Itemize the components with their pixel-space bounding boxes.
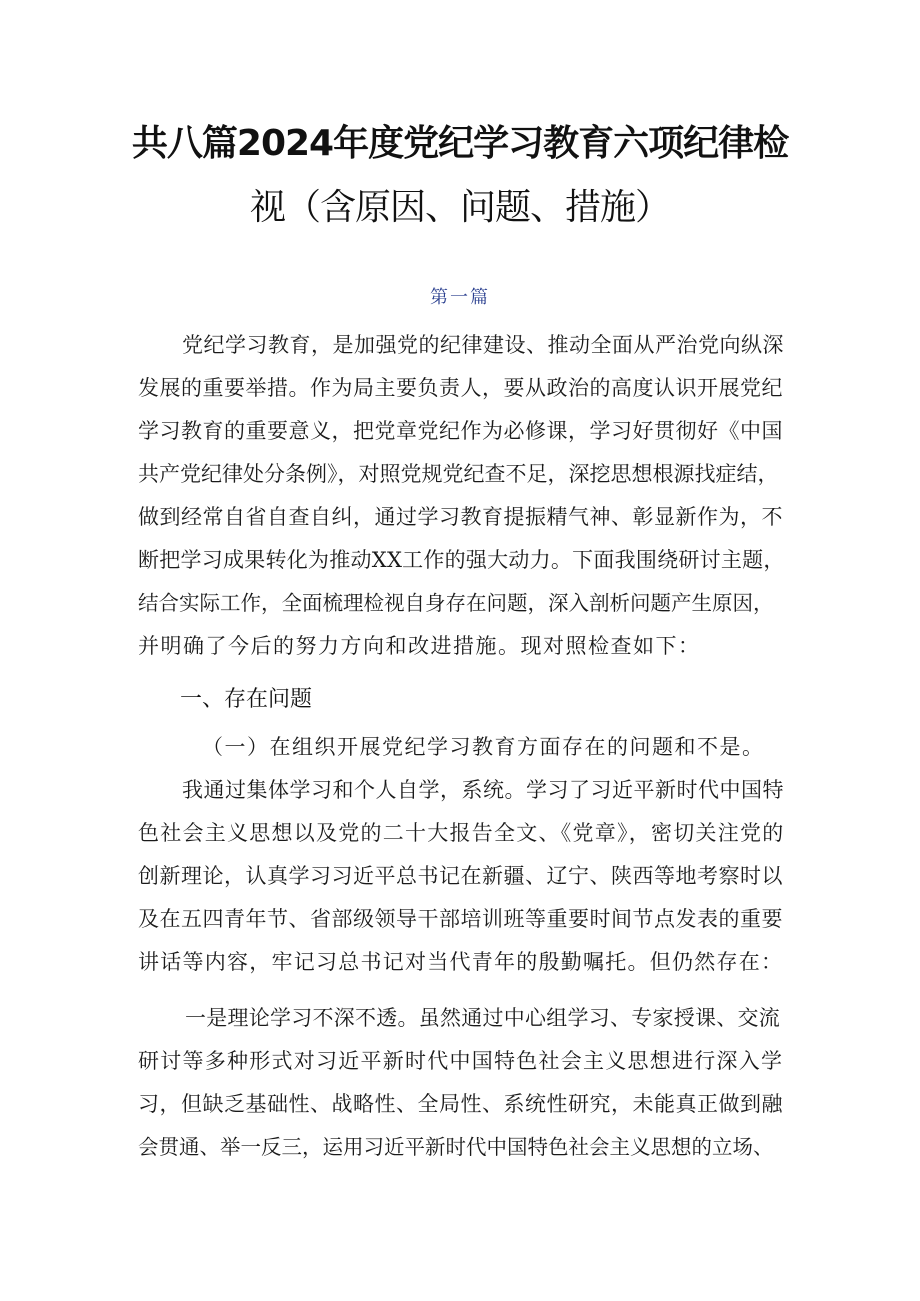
subheading: （一）在组织开展党纪学习教育方面存在的问题和不是。 <box>202 735 765 759</box>
paragraph-line: 做到经常自省自查自纠，通过学习教育提振精气神、彰显新作为，不 <box>138 505 783 529</box>
paragraph-line: 创新理论，认真学习习近平总书记在新疆、辽宁、陕西等地考察时以 <box>138 864 783 888</box>
section-heading: 一、存在问题 <box>180 687 313 712</box>
paragraph-line: 我通过集体学习和个人自学，系统。学习了习近平新时代中国特 <box>182 778 784 802</box>
paragraph-line: 色社会主义思想以及党的二十大报告全文、《党章》，密切关注党的 <box>138 821 785 845</box>
section-label: 第一篇 <box>430 287 490 308</box>
document-title-line-2: 视（含原因、问题、措施） <box>249 187 670 228</box>
paragraph-line: 讲话等内容，牢记习总书记对当代青年的殷勤嘱托。但仍然存在： <box>138 950 784 974</box>
paragraph-line: 共产党纪律处分条例》，对照党规党纪查不足，深挖思想根源找症结， <box>138 462 779 486</box>
paragraph-line: 断把学习成果转化为推动XX工作的强大动力。下面我围绕研讨主题， <box>138 548 785 572</box>
paragraph-line: 并明确了今后的努力方向和改进措施。现对照检查如下： <box>138 634 701 658</box>
paragraph-line: 习，但缺乏基础性、战略性、全局性、系统性研究，未能真正做到融 <box>138 1092 783 1116</box>
paragraph-line: 及在五四青年节、省部级领导干部培训班等重要时间节点发表的重要 <box>138 907 783 931</box>
paragraph-line: 学习教育的重要意义，把党章党纪作为必修课，学习好贯彻好《中国 <box>138 419 783 443</box>
paragraph-line: 一是理论学习不深不透。虽然通过中心组学习、专家授课、交流 <box>185 1006 780 1030</box>
paragraph-line: 研讨等多种形式对习近平新时代中国特色社会主义思想进行深入学 <box>138 1049 784 1073</box>
paragraph-line: 发展的重要举措。作为局主要负责人，要从政治的高度认识开展党纪 <box>138 376 783 400</box>
paragraph-line: 党纪学习教育，是加强党的纪律建设、推动全面从严治党向纵深 <box>182 333 784 357</box>
paragraph-line: 会贯通、举一反三，运用习近平新时代中国特色社会主义思想的立场、 <box>138 1135 774 1159</box>
paragraph-line: 结合实际工作，全面梳理检视自身存在问题，深入剖析问题产生原因， <box>138 591 774 615</box>
document-title-line-1: 共八篇2024年度党纪学习教育六项纪律检 <box>131 123 789 164</box>
